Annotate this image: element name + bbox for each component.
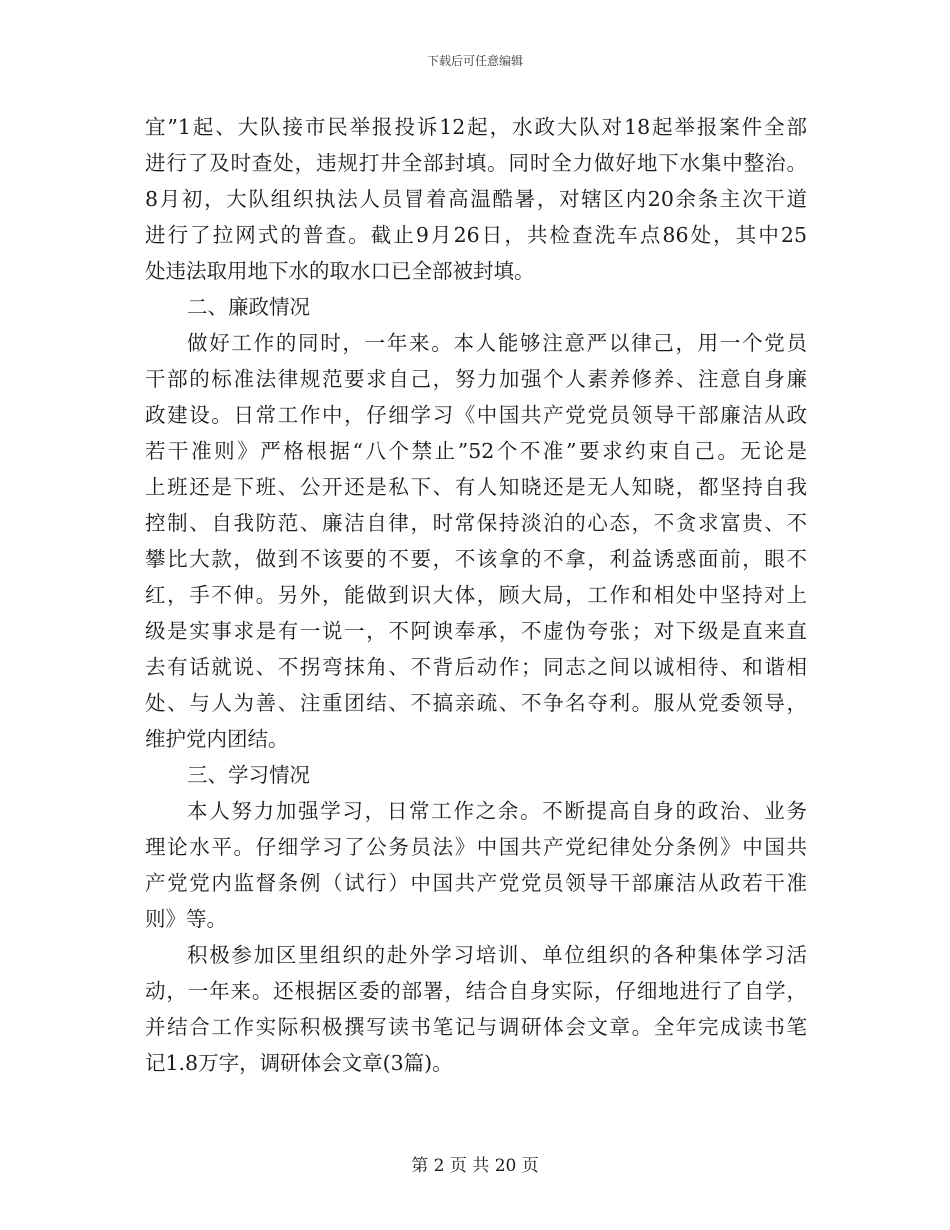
- text-line: 产党党内监督条例（试行）中国共产党党员领导干部廉洁从政若干准: [145, 871, 807, 895]
- text-line: 做好工作的同时，一年来。本人能够注意严以律己，用一个党员: [187, 331, 807, 355]
- text-line: 动，一年来。还根据区委的部署，结合自身实际，仔细地进行了自学，: [145, 979, 807, 1003]
- text-line: 去有话就说、不拐弯抹角、不背后动作；同志之间以诚相待、和谐相: [145, 655, 807, 679]
- text-line: 宜”1起、大队接市民举报投诉12起，水政大队对18起举报案件全部: [145, 115, 807, 139]
- text-line: 则》等。: [145, 907, 227, 931]
- text-line: 若干准则》严格根据“八个禁止”52个不准”要求约束自己。无论是: [145, 439, 807, 463]
- text-line: 红，手不伸。另外，能做到识大体，顾大局，工作和相处中坚持对上: [145, 583, 807, 607]
- text-line: 处违法取用地下水的取水口已全部被封填。: [145, 259, 535, 283]
- text-line: 上班还是下班、公开还是私下、有人知晓还是无人知晓，都坚持自我: [145, 475, 807, 499]
- text-line: 8月初，大队组织执法人员冒着高温酷暑，对辖区内20余条主次干道: [145, 187, 807, 211]
- text-line: 记1.8万字，调研体会文章(3篇)。: [145, 1051, 453, 1075]
- text-line: 本人努力加强学习，日常工作之余。不断提高自身的政治、业务: [187, 799, 807, 823]
- document-body: [145, 109, 807, 1081]
- text-line: 级是实事求是有一说一，不阿谀奉承，不虚伪夸张；对下级是直来直: [145, 619, 807, 643]
- text-line: 进行了拉网式的普查。截止9月26日，共检查洗车点86处，其中25: [145, 223, 807, 247]
- text-line: 三、学习情况: [187, 763, 310, 787]
- text-line: 并结合工作实际积极撰写读书笔记与调研体会文章。全年完成读书笔: [145, 1015, 807, 1039]
- text-line: 干部的标准法律规范要求自己，努力加强个人素养修养、注意自身廉: [145, 367, 807, 391]
- text-line: 二、廉政情况: [187, 295, 310, 319]
- text-line: 攀比大款，做到不该要的不要，不该拿的不拿，利益诱惑面前，眼不: [145, 547, 807, 571]
- header-note: 下载后可任意编辑: [426, 54, 523, 68]
- page-indicator: 第 2 页 共 20 页: [411, 1156, 539, 1176]
- text-line: 控制、自我防范、廉洁自律，时常保持淡泊的心态，不贪求富贵、不: [145, 511, 807, 535]
- text-line: 理论水平。仔细学习了公务员法》中国共产党纪律处分条例》中国共: [145, 835, 807, 859]
- text-line: 维护党内团结。: [145, 727, 289, 751]
- text-line: 处、与人为善、注重团结、不搞亲疏、不争名夺利。服从党委领导，: [145, 691, 807, 715]
- text-line: 积极参加区里组织的赴外学习培训、单位组织的各种集体学习活: [187, 943, 807, 967]
- text-line: 进行了及时查处，违规打井全部封填。同时全力做好地下水集中整治。: [145, 151, 807, 175]
- text-line: 政建设。日常工作中，仔细学习《中国共产党党员领导干部廉洁从政: [145, 403, 807, 427]
